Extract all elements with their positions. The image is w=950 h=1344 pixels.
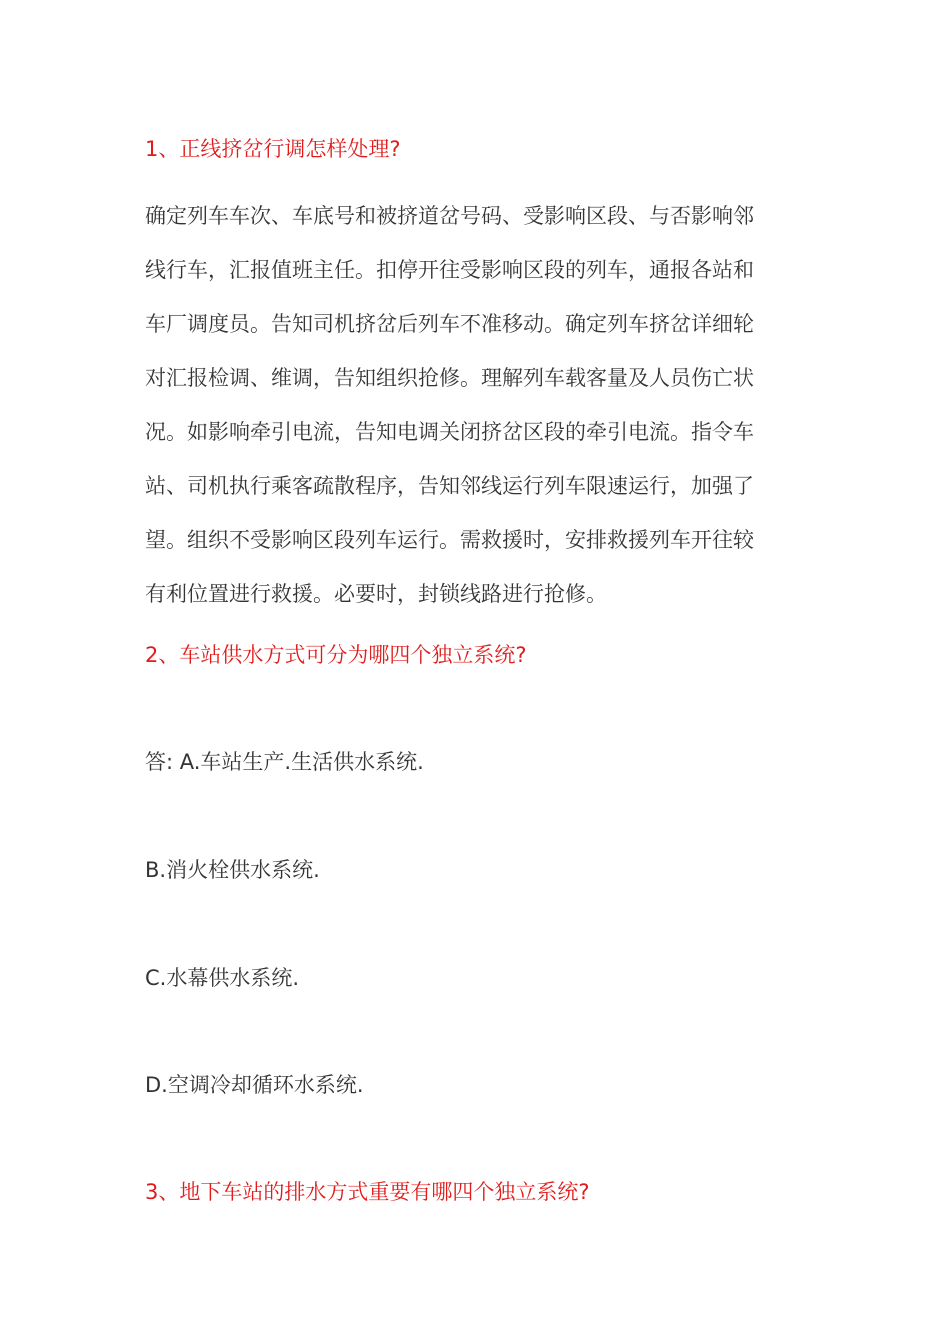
question-1-answer-line: 对汇报检调、维调，告知组织抢修。理解列车载客量及人员伤亡状 xyxy=(145,366,754,390)
question-2-answer-b: B.消火栓供水系统. xyxy=(145,858,320,882)
question-3-title: 3、地下车站的排水方式重要有哪四个独立系统? xyxy=(145,1180,590,1204)
question-1-answer-line: 线行车，汇报值班主任。扣停开往受影响区段的列车，通报各站和 xyxy=(145,258,754,282)
question-1-answer-line: 站、司机执行乘客疏散程序，告知邻线运行列车限速运行，加强了 xyxy=(145,474,754,498)
question-1-answer-line: 车厂调度员。告知司机挤岔后列车不准移动。确定列车挤岔详细轮 xyxy=(145,312,754,336)
question-2-answer-a: 答: A.车站生产.生活供水系统. xyxy=(145,750,424,774)
question-2-answer-c: C.水幕供水系统. xyxy=(145,966,300,990)
question-1-answer-line: 有利位置进行救援。必要时，封锁线路进行抢修。 xyxy=(145,582,607,606)
question-1-title: 1、正线挤岔行调怎样处理? xyxy=(145,137,401,161)
question-1-answer-line: 况。如影响牵引电流，告知电调关闭挤岔区段的牵引电流。指令车 xyxy=(145,420,754,444)
question-1-answer-line: 望。组织不受影响区段列车运行。需救援时，安排救援列车开往较 xyxy=(145,528,754,552)
question-2-title: 2、车站供水方式可分为哪四个独立系统? xyxy=(145,643,527,667)
question-2-answer-d: D.空调冷却循环水系统. xyxy=(145,1073,364,1097)
question-1-answer-line: 确定列车车次、车底号和被挤道岔号码、受影响区段、与否影响邻 xyxy=(145,204,754,228)
